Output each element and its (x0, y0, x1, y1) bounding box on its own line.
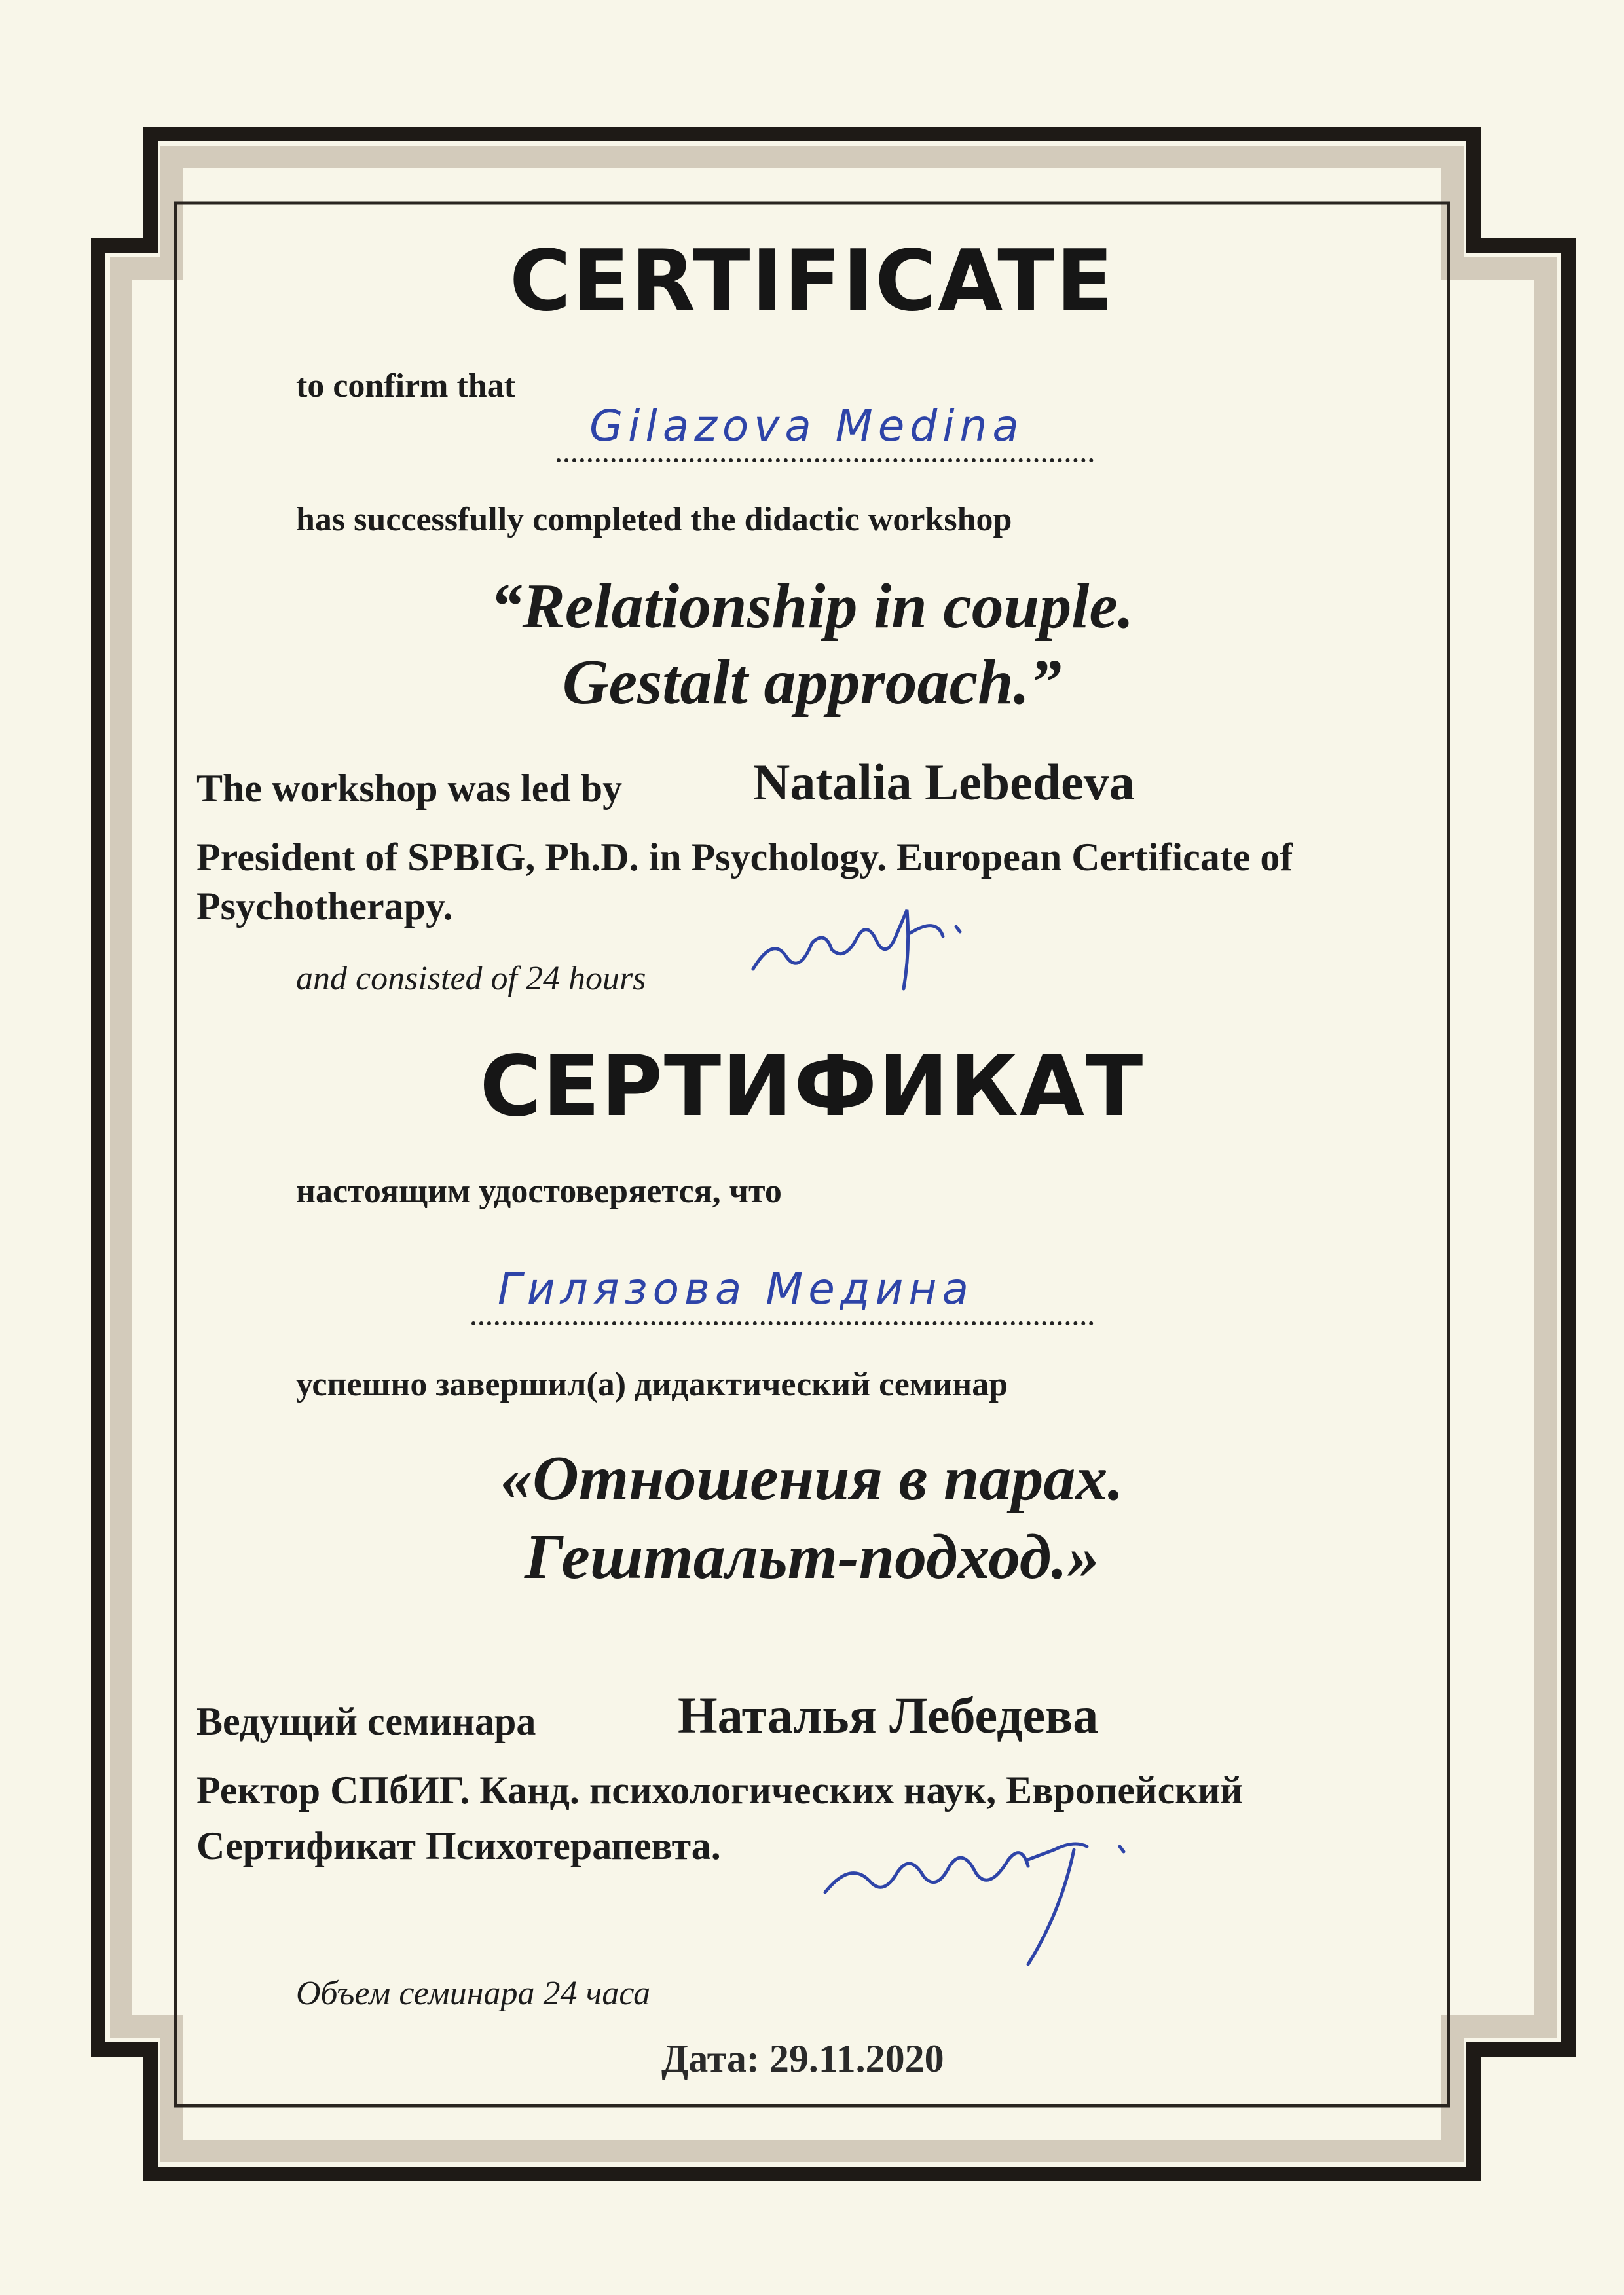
credentials-ru-line1: Ректор СПбИГ. Канд. психологических наук, Европейский (196, 1769, 1243, 1812)
signature-ru (812, 1820, 1153, 1977)
certificate-date: Дата: 29.11.2020 (661, 2037, 944, 2080)
completed-label-en: has successfully completed the didactic workshop (296, 501, 1012, 538)
led-by-label-ru: Ведущий семинара (196, 1700, 536, 1743)
signature-en (747, 897, 969, 1002)
workshop-title-ru-line1: «Отношения в парах. (500, 1443, 1124, 1514)
completed-label-ru: успешно завершил(а) дидактический семинар (296, 1366, 1008, 1403)
leader-name-en: Natalia Lebedeva (753, 754, 1135, 811)
recipient-line-en (557, 458, 1094, 462)
recipient-name-ru: Гилязова Медина (498, 1264, 974, 1314)
recipient-name-en: Gilazova Medina (589, 401, 1024, 451)
hours-note-en: and consisted of 24 hours (296, 960, 646, 997)
hours-note-ru: Объем семинара 24 часа (296, 1975, 651, 2012)
workshop-title-en-line1: “Relationship in couple. (490, 571, 1134, 642)
workshop-title-ru-line2: Гештальт-подход.» (525, 1522, 1099, 1592)
confirm-label-ru: настоящим удостоверяется, что (296, 1173, 782, 1210)
confirm-label-en: to confirm that (296, 367, 516, 405)
recipient-line-ru (471, 1321, 1094, 1325)
certificate-title-en: CERTIFICATE (509, 232, 1115, 330)
credentials-ru-line2: Сертификат Психотерапевта. (196, 1824, 721, 1867)
certificate-title-ru: СЕРТИФИКАТ (479, 1038, 1145, 1135)
credentials-en-line2: Psychotherapy. (196, 885, 453, 928)
workshop-title-en-line2: Gestalt approach.” (562, 647, 1062, 718)
credentials-en-line1: President of SPBIG, Ph.D. in Psychology. European Certificate of (196, 835, 1293, 879)
leader-name-ru: Наталья Лебедева (678, 1687, 1099, 1744)
led-by-label-en: The workshop was led by (196, 767, 623, 810)
